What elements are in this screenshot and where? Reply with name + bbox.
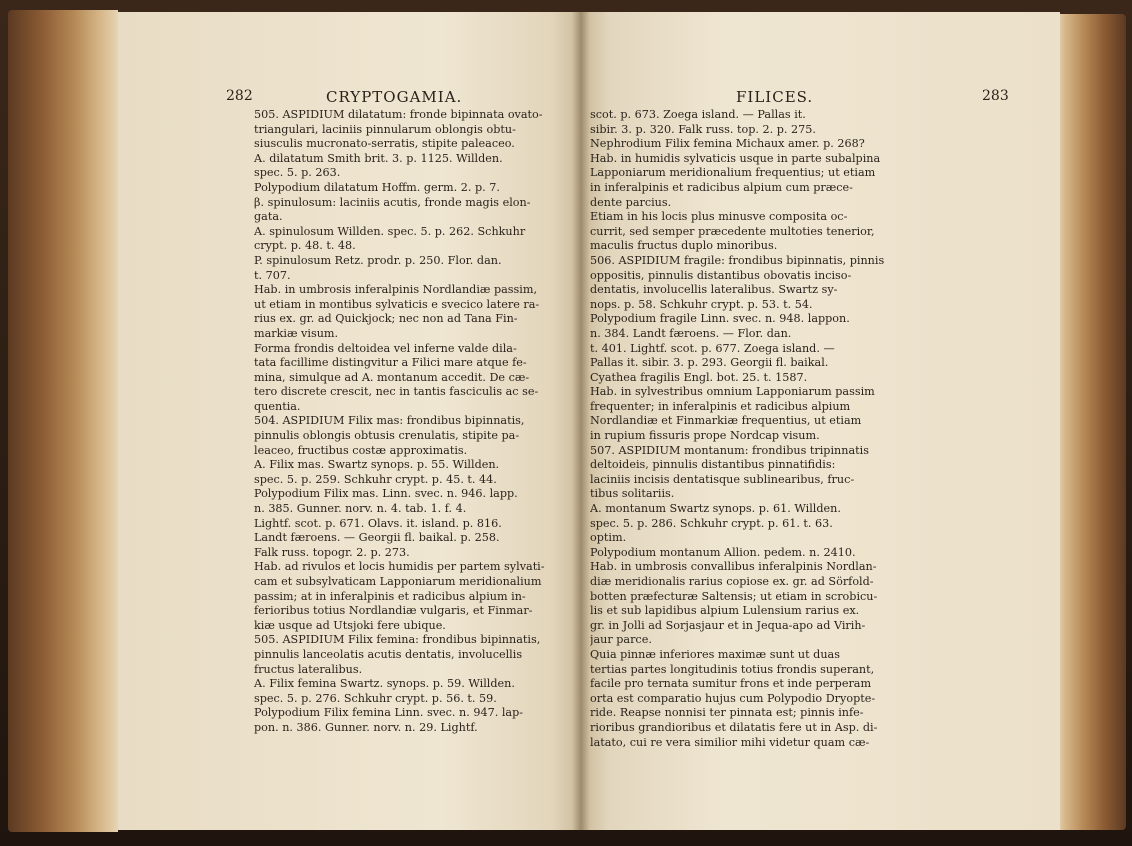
text-line: triangulari, laciniis pinnularum oblongis obtu- bbox=[254, 122, 516, 136]
right-page-body bbox=[590, 108, 1026, 750]
text-line: A. spinulosum Willden. spec. 5. p. 262. Schkuhr bbox=[254, 224, 526, 238]
text-line: optim. bbox=[590, 531, 627, 545]
text-line: Hab. in humidis sylvaticis usque in parte subalpina bbox=[590, 151, 881, 165]
text-line: currit, sed semper præcedente multoties tenerior, bbox=[590, 224, 875, 238]
text-line: Nephrodium Filix femina Michaux amer. p. 268? bbox=[590, 137, 865, 151]
text-line: 505. ASPIDIUM Filix femina: frondibus bipinnatis, bbox=[254, 633, 541, 647]
text-line: Landt færoens. — Georgii fl. baikal. p. 258. bbox=[254, 531, 500, 545]
book-edge-right bbox=[1056, 14, 1126, 830]
text-line: fructus lateralibus. bbox=[254, 662, 363, 676]
text-line: 504. ASPIDIUM Filix mas: frondibus bipinnatis, bbox=[254, 414, 525, 428]
text-line: tata facillime distingvitur a Filici mare atque fe- bbox=[254, 356, 527, 370]
text-line: ut etiam in montibus sylvaticis e svecico latere ra- bbox=[254, 297, 540, 311]
text-line: ferioribus totius Nordlandiæ vulgaris, et Finmar- bbox=[254, 604, 533, 618]
text-line: Polypodium montanum Allion. pedem. n. 2410. bbox=[590, 545, 856, 559]
running-head-right: FILICES. bbox=[736, 88, 814, 106]
text-line: leaceo, fructibus costæ approximatis. bbox=[254, 443, 468, 457]
right-page bbox=[580, 12, 1060, 830]
text-line: passim; at in inferalpinis et radicibus alpium in- bbox=[254, 589, 526, 603]
text-line: Hab. in umbrosis inferalpinis Nordlandiæ passim, bbox=[254, 283, 538, 297]
left-page bbox=[118, 12, 580, 830]
text-line: t. 707. bbox=[254, 268, 291, 282]
text-line: gata. bbox=[254, 210, 283, 224]
book-gutter bbox=[572, 12, 590, 830]
text-line: quentia. bbox=[254, 399, 301, 413]
text-line: tibus solitariis. bbox=[590, 487, 675, 501]
text-line: cam et subsylvaticam Lapponiarum meridionalium bbox=[254, 575, 542, 588]
text-line: spec. 5. p. 263. bbox=[254, 166, 341, 180]
text-line: pinnulis oblongis obtusis crenulatis, stipite pa- bbox=[254, 429, 520, 443]
text-line: Lapponiarum meridionalium frequentius; ut etiam bbox=[590, 166, 876, 180]
text-line: jaur parce. bbox=[590, 633, 652, 647]
text-line: pon. n. 386. Gunner. norv. n. 29. Lightf. bbox=[254, 720, 478, 734]
text-line: gr. in Jolli ad Sorjasjaur et in Jequa-apo ad Virih- bbox=[590, 618, 866, 632]
text-line: sibir. 3. p. 320. Falk russ. top. 2. p. 275. bbox=[590, 122, 816, 136]
text-line: ride. Reapse nonnisi ter pinnata est; pinnis infe- bbox=[590, 706, 864, 720]
text-line: frequenter; in inferalpinis et radicibus alpium bbox=[590, 399, 851, 413]
text-line: Etiam in his locis plus minusve composita oc- bbox=[590, 210, 848, 224]
text-line: latato, cui re vera similior mihi videtur quam cæ- bbox=[590, 735, 870, 749]
text-line: Forma frondis deltoidea vel inferne valde dila- bbox=[254, 341, 517, 355]
text-line: in rupium fissuris prope Nordcap visum. bbox=[590, 429, 820, 443]
text-line: crypt. p. 48. t. 48. bbox=[254, 239, 356, 253]
text-line: spec. 5. p. 259. Schkuhr crypt. p. 45. t. 44. bbox=[254, 472, 497, 486]
page-number-left: 282 bbox=[226, 88, 253, 104]
text-line: Nordlandiæ et Finmarkiæ frequentius, ut etiam bbox=[590, 414, 862, 428]
text-line: lis et sub lapidibus alpium Lulensium rarius ex. bbox=[590, 604, 860, 618]
text-line: mina, simulque ad A. montanum accedit. De cæ- bbox=[254, 370, 530, 384]
text-line: nops. p. 58. Schkuhr crypt. p. 53. t. 54. bbox=[590, 297, 813, 311]
text-line: n. 384. Landt færoens. — Flor. dan. bbox=[590, 326, 792, 340]
text-line: tertias partes longitudinis totius frondis superant, bbox=[590, 662, 875, 676]
text-line: t. 401. Lightf. scot. p. 677. Zoega island. — bbox=[590, 341, 835, 355]
text-line: tero discrete crescit, nec in tantis fasciculis ac se- bbox=[254, 385, 539, 399]
text-line: maculis fructus duplo minoribus. bbox=[590, 239, 778, 253]
text-line: Polypodium Filix femina Linn. svec. n. 947. lap- bbox=[254, 706, 524, 720]
text-line: spec. 5. p. 276. Schkuhr crypt. p. 56. t. 59. bbox=[254, 691, 497, 705]
text-line: A. dilatatum Smith brit. 3. p. 1125. Willden. bbox=[254, 151, 503, 165]
text-line: Hab. ad rivulos et locis humidis per partem sylvati- bbox=[254, 560, 545, 574]
text-line: rioribus grandioribus et dilatatis fere ut in Asp. di- bbox=[590, 720, 878, 734]
page-number-right: 283 bbox=[982, 88, 1009, 104]
text-line: 505. ASPIDIUM dilatatum: fronde bipinnata ovato- bbox=[254, 108, 543, 121]
text-line: n. 385. Gunner. norv. n. 4. tab. 1. f. 4. bbox=[254, 502, 467, 516]
text-line: Polypodium dilatatum Hoffm. germ. 2. p. 7. bbox=[254, 180, 500, 194]
text-line: deltoideis, pinnulis distantibus pinnatifidis: bbox=[590, 458, 836, 472]
text-line: Hab. in sylvestribus omnium Lapponiarum passim bbox=[590, 385, 875, 399]
text-line: Falk russ. topogr. 2. p. 273. bbox=[254, 545, 410, 559]
text-line: A. montanum Swartz synops. p. 61. Willden. bbox=[590, 502, 841, 516]
text-line: A. Filix mas. Swartz synops. p. 55. Willden. bbox=[254, 458, 500, 472]
text-line: A. Filix femina Swartz. synops. p. 59. Willden. bbox=[254, 677, 515, 691]
text-line: oppositis, pinnulis distantibus obovatis inciso- bbox=[590, 268, 852, 282]
text-line: markiæ visum. bbox=[254, 326, 339, 340]
text-line: Lightf. scot. p. 671. Olavs. it. island. p. 816. bbox=[254, 516, 502, 530]
text-line: siusculis mucronato-serratis, stipite paleaceo. bbox=[254, 137, 515, 151]
text-line: dentatis, involucellis lateralibus. Swartz sy- bbox=[590, 283, 838, 297]
text-line: dente parcius. bbox=[590, 195, 672, 209]
text-line: 507. ASPIDIUM montanum: frondibus tripinnatis bbox=[590, 443, 869, 457]
running-head-left: CRYPTOGAMIA. bbox=[326, 88, 463, 106]
text-line: β. spinulosum: laciniis acutis, fronde magis elon- bbox=[254, 195, 531, 209]
text-line: Polypodium Filix mas. Linn. svec. n. 946. lapp. bbox=[254, 487, 518, 501]
text-line: orta est comparatio hujus cum Polypodio Dryopte- bbox=[590, 691, 876, 705]
text-line: rius ex. gr. ad Quickjock; nec non ad Tana Fin- bbox=[254, 312, 518, 326]
text-line: facile pro ternata sumitur frons et inde perperam bbox=[590, 677, 872, 691]
text-line: Quia pinnæ inferiores maximæ sunt ut duas bbox=[590, 647, 840, 661]
text-line: laciniis incisis dentatisque sublinearibus, fruc- bbox=[590, 472, 855, 486]
left-page-body bbox=[254, 108, 568, 736]
text-line: scot. p. 673. Zoega island. — Pallas it. bbox=[590, 108, 806, 121]
text-line: pinnulis lanceolatis acutis dentatis, involucellis bbox=[254, 647, 523, 661]
text-line: Cyathea fragilis Engl. bot. 25. t. 1587. bbox=[590, 370, 808, 384]
book-edge-left bbox=[8, 10, 118, 832]
text-line: kiæ usque ad Utsjoki fere ubique. bbox=[254, 618, 446, 632]
text-line: 506. ASPIDIUM fragile: frondibus bipinnatis, pinnis bbox=[590, 253, 885, 267]
text-line: diæ meridionalis rarius copiose ex. gr. ad Sörfold- bbox=[590, 575, 874, 588]
text-line: in inferalpinis et radicibus alpium cum præce- bbox=[590, 180, 853, 194]
text-line: botten præfecturæ Saltensis; ut etiam in scrobicu- bbox=[590, 589, 878, 603]
text-line: spec. 5. p. 286. Schkuhr crypt. p. 61. t. 63. bbox=[590, 516, 833, 530]
text-line: Hab. in umbrosis convallibus inferalpinis Nordlan- bbox=[590, 560, 877, 574]
text-line: Pallas it. sibir. 3. p. 293. Georgii fl. baikal. bbox=[590, 356, 829, 370]
text-line: Polypodium fragile Linn. svec. n. 948. lappon. bbox=[590, 312, 850, 326]
text-line: P. spinulosum Retz. prodr. p. 250. Flor. dan. bbox=[254, 253, 502, 267]
